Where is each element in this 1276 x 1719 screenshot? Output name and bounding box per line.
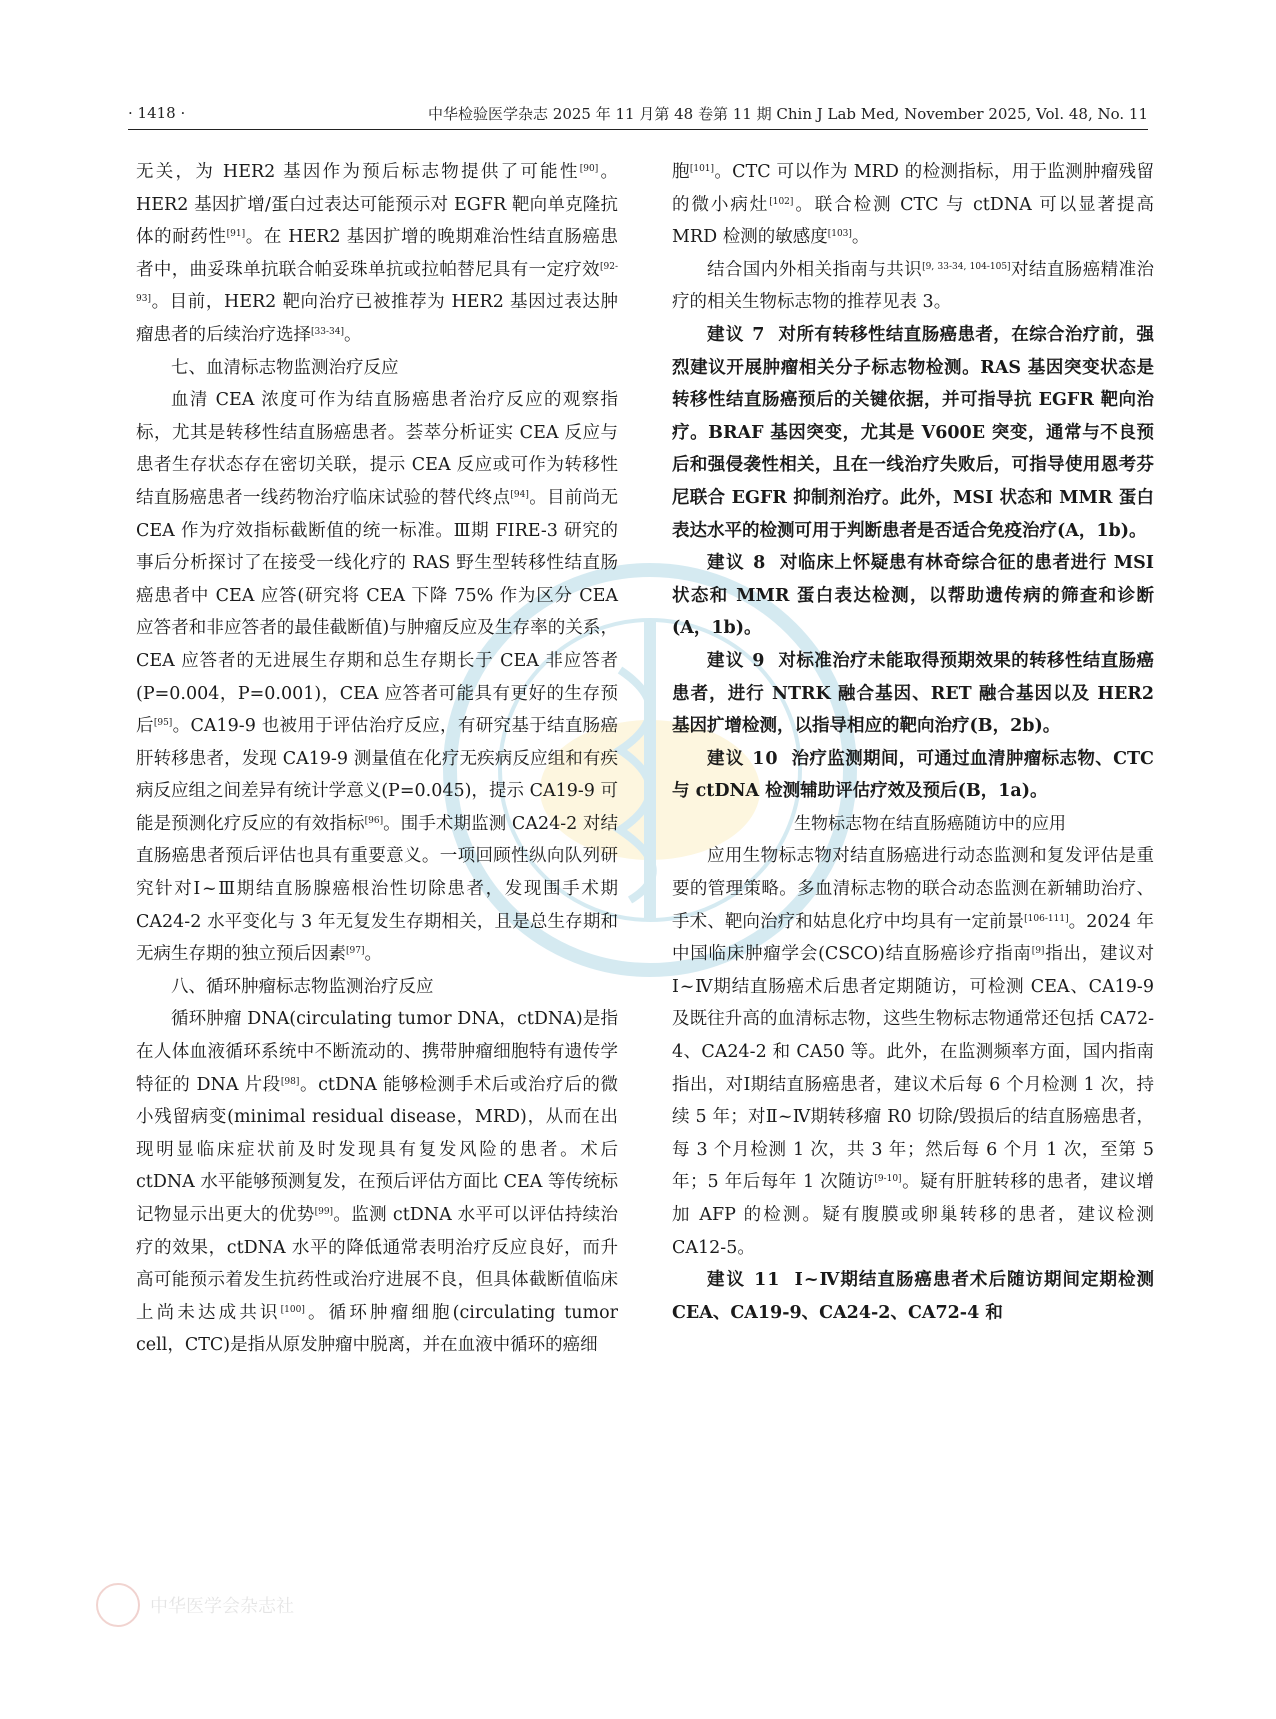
paragraph: 循环肿瘤 DNA(circulating tumor DNA，ctDNA)是指在人体血液循环系统中不断流动的、携带肿瘤细胞特有遗传学特征的 DNA 片段[98]。ctDNA 能够检测手术后或治疗后的微小残留病变(minimal residual disease，MRD)，从而在出现明显临床症状前及时发现具有复发风险的患者。术后 ctDNA 水平能够预测复发，在预后评估方面比 CEA 等传统标记物显示出更大的优势[99]。监测 ctDNA 水平可以评估持续治疗的效果，ctDNA 水平的降低通常表明治疗反应良好，而升高可能预示着发生抗药性或治疗进展不良，但具体截断值临床上尚未达成共识[100]。循环肿瘤细胞(circulating tumor cell，CTC)是指从原发肿瘤中脱离，并在血液中循环的癌细 (136, 1009, 618, 1356)
section-heading-8: 八、循环肿瘤标志物监测治疗反应 (171, 976, 434, 997)
paragraph: 结合国内外相关指南与共识[9, 33-34, 104-105]对结直肠癌精准治疗的相关生物标志物的推荐见表 3。 (672, 259, 1154, 313)
header-rule (128, 129, 1148, 130)
paragraph: 血清 CEA 浓度可作为结直肠癌患者治疗反应的观察指标，尤其是转移性结直肠癌患者。荟萃分析证实 CEA 反应与患者生存状态存在密切关联，提示 CEA 反应或可作为转移性结直肠癌患者一线药物治疗临床试验的替代终点[94]。目前尚无 CEA 作为疗效指标截断值的统一标准。Ⅲ期 FIRE-3 研究的事后分析探讨了在接受一线化疗的 RAS 野生型转移性结直肠癌患者中 CEA 应答(研究将 CEA 下降 75% 作为区分 CEA 应答者和非应答者的最佳截断值)与肿瘤反应及生存率的关系，CEA 应答者的无进展生存期和总生存期长于 CEA 非应答者(P=0.004，P=0.001)，CEA 应答者可能具有更好的生存预后[95]。CA19-9 也被用于评估治疗反应，有研究基于结直肠癌肝转移患者，发现 CA19-9 测量值在化疗无疾病反应组和有疾病反应组之间差异有统计学意义(P=0.045)，提示 CA19-9 可能是预测化疗反应的有效指标[96]。围手术期监测 CA24-2 对结直肠癌患者预后评估也具有重要意义。一项回顾性纵向队列研究针对Ⅰ~Ⅲ期结直肠腺癌根治性切除患者，发现围手术期 CA24-2 水平变化与 3 年无复发生存期相关，且是总生存期和无病生存期的独立预后因素[97]。 (136, 390, 619, 965)
publisher-logo (96, 1582, 616, 1628)
recommendation-9: 建议 9 对标准治疗未能取得预期效果的转移性结直肠癌患者，进行 NTRK 融合基因、RET 融合基因以及 HER2 基因扩增检测，以指导相应的靶向治疗(B，2b)。 (672, 650, 1155, 737)
left-column (136, 156, 618, 1362)
journal-citation: 中华检验医学杂志 2025 年 11 月第 48 卷第 11 期 Chin J Lab Med, November 2025, Vol. 48, No. 11 (428, 104, 1148, 123)
recommendation-8: 建议 8 对临床上怀疑患有林奇综合征的患者进行 MSI 状态和 MMR 蛋白表达检测，以帮助遗传病的筛查和诊断(A，1b)。 (672, 553, 1154, 639)
section-heading-7: 七、血清标志物监测治疗反应 (171, 357, 399, 378)
recommendation-7: 建议 7 对所有转移性结直肠癌患者，在综合治疗前，强烈建议开展肿瘤相关分子标志物检测。RAS 基因突变状态是转移性结直肠癌预后的关键依据，并可指导抗 EGFR 靶向治疗。BRAF 基因突变，尤其是 V600E 突变，通常与不良预后和强侵袭性相关，且在一线治疗失败后，可指导使用恩考芬尼联合 EGFR 抑制剂治疗。此外，MSI 状态和 MMR 蛋白表达水平的检测可用于判断患者是否适合免疫治疗(A，1b)。 (672, 324, 1155, 541)
recommendation-10: 建议 10 治疗监测期间，可通过血清肿瘤标志物、CTC 与 ctDNA 检测辅助评估疗效及预后(B，1a)。 (672, 748, 1154, 802)
paragraph: 应用生物标志物对结直肠癌进行动态监测和复发评估是重要的管理策略。多血清标志物的联合动态监测在新辅助治疗、手术、靶向治疗和姑息化疗中均具有一定前景[106-111]。2024 年中国临床肿瘤学会(CSCO)结直肠癌诊疗指南[9]指出，建议对Ⅰ~Ⅳ期结直肠癌术后患者定期随访，可检测 CEA、CA19-9 及既往升高的血清标志物，这些生物标志物通常还包括 CA72-4、CA24-2 和 CA50 等。此外，在监测频率方面，国内指南指出，对Ⅰ期结直肠癌患者，建议术后每 6 个月检测 1 次，持续 5 年；对Ⅱ~Ⅳ期转移瘤 R0 切除/毁损后的结直肠癌患者，每 3 个月检测 1 次，共 3 年；然后每 6 个月 1 次，至第 5 年；5 年后每年 1 次随访[9-10]。疑有肝脏转移的患者，建议增加 AFP 的检测。疑有腹膜或卵巢转移的患者，建议检测 CA12-5。 (672, 846, 1154, 1258)
running-header (128, 100, 1148, 126)
publisher-logo-text: 中华医学会杂志社 (150, 1596, 294, 1617)
section-subheading: 生物标志物在结直肠癌随访中的应用 (794, 813, 1066, 834)
seal-icon (96, 1583, 140, 1627)
right-column (672, 156, 1154, 1329)
paragraph: 无关，为 HER2 基因作为预后标志物提供了可能性[90]。HER2 基因扩增/蛋白过表达可能预示对 EGFR 靶向单克隆抗体的耐药性[91]。在 HER2 基因扩增的晚期难治性结直肠癌患者中，曲妥珠单抗联合帕妥珠单抗或拉帕替尼具有一定疗效[92-93]。目前，HER2 靶向治疗已被推荐为 HER2 基因过表达肿瘤患者的后续治疗选择[33-34]。 (136, 162, 618, 345)
recommendation-11: 建议 11 Ⅰ~Ⅳ期结直肠癌患者术后随访期间定期检测 CEA、CA19-9、CA24-2、CA72-4 和 (672, 1270, 1154, 1323)
paragraph: 胞[101]。CTC 可以作为 MRD 的检测指标，用于监测肿瘤残留的微小病灶[102]。联合检测 CTC 与 ctDNA 可以显著提高 MRD 检测的敏感度[103]。 (672, 162, 1154, 248)
page-number: · 1418 · (128, 104, 186, 122)
